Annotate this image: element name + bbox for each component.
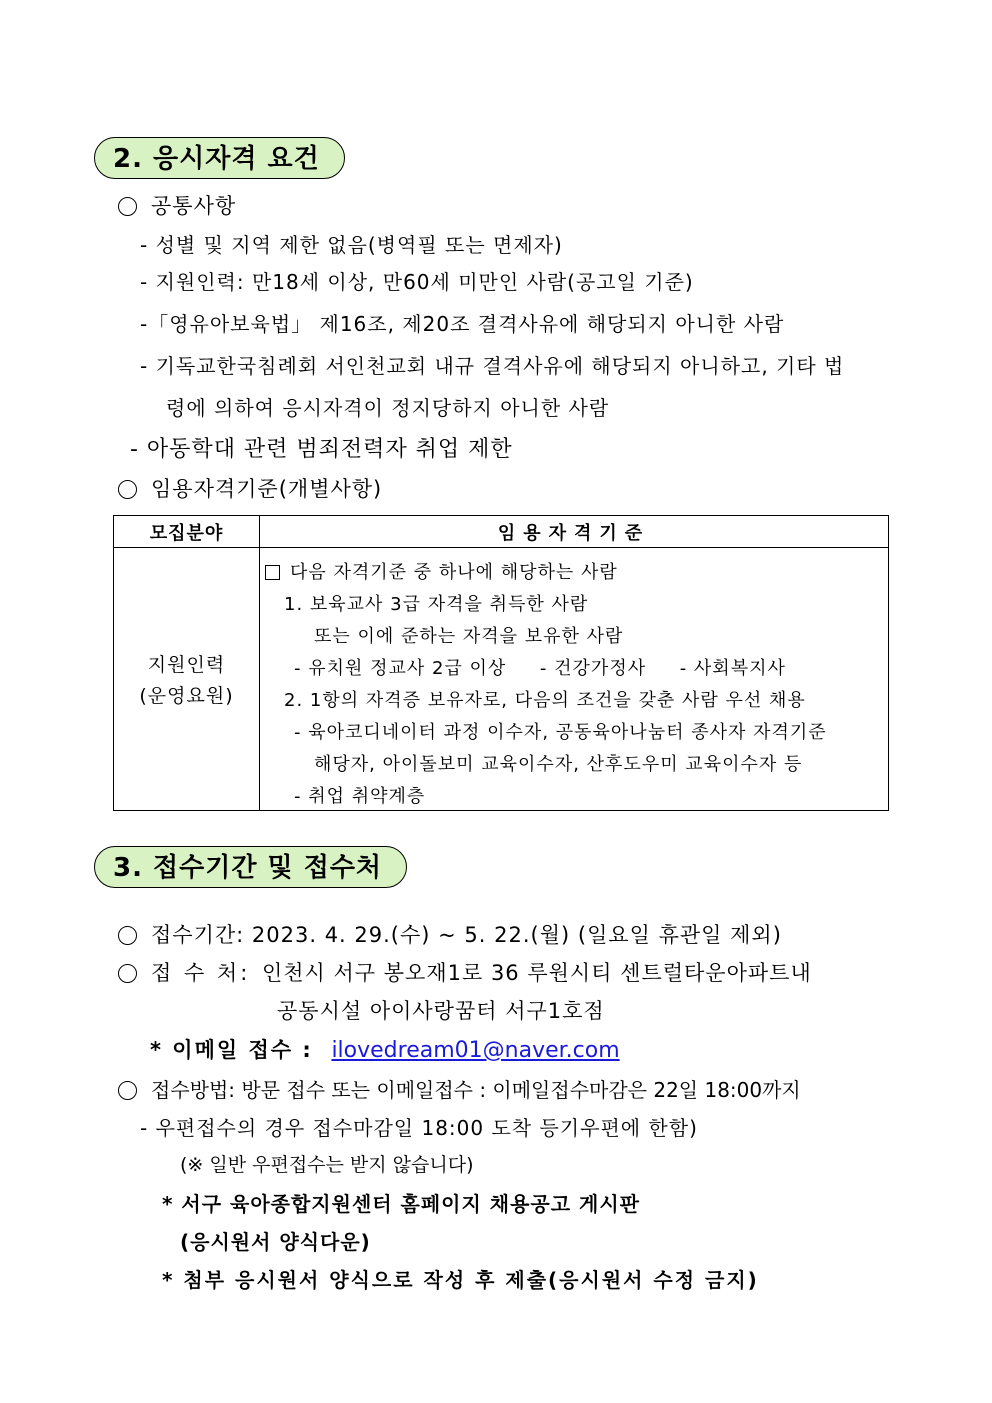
email-label: * 이메일 접수 : (150, 1038, 313, 1062)
circle-bullet-icon (118, 926, 137, 945)
place-address-1: 인천시 서구 봉오재1로 36 루원시티 센트럴타운아파트내 (261, 961, 812, 985)
method-text: 접수방법: 방문 접수 또는 이메일접수 : 이메일접수마감은 22일 18:00까지 (151, 1078, 801, 1102)
section-3-heading: 3. 접수기간 및 접수처 (94, 846, 407, 888)
circle-bullet-icon (118, 480, 137, 499)
place-line (118, 957, 812, 987)
criteria-line-7: 해당자, 아이돌보미 교육이수자, 산후도우미 교육이수자 등 (314, 754, 803, 775)
criteria-line-1 (265, 558, 618, 584)
criteria-line-2: 1. 보육교사 3급 자격을 취득한 사람 (284, 594, 589, 615)
circle-bullet-icon (118, 197, 137, 216)
criteria-line-6: - 육아코디네이터 과정 이수자, 공동육아나눔터 종사자 자격기준 (294, 722, 827, 743)
table-row (114, 548, 889, 811)
criteria-line-1-text: 다음 자격기준 중 하나에 해당하는 사람 (290, 562, 618, 583)
method-line (118, 1074, 801, 1103)
criteria-line-3: 또는 이에 준하는 자격을 보유한 사람 (314, 626, 624, 647)
table-header-row (114, 516, 889, 548)
criteria-title (118, 473, 382, 503)
circle-bullet-icon (118, 1081, 137, 1100)
common-item-4-cont: 령에 의하여 응시자격이 정지당하지 아니한 사람 (166, 396, 610, 420)
criteria-line-8: - 취업 취약계층 (294, 786, 426, 807)
field-name: 지원인력 (147, 654, 226, 676)
email-link[interactable]: ilovedream01@naver.com (331, 1038, 620, 1063)
circle-bullet-icon (118, 964, 137, 983)
note-attachment: * 첨부 응시원서 양식으로 작성 후 제출(응시원서 수정 금지) (162, 1268, 759, 1292)
header-field: 모집분야 (114, 516, 260, 548)
post-note: - 우편접수의 경우 접수마감일 18:00 도착 등기우편에 한함) (140, 1116, 698, 1140)
common-item-5: - 아동학대 관련 범죄전력자 취업 제한 (130, 437, 513, 462)
period-line (118, 919, 782, 949)
note-homepage: * 서구 육아종합지원센터 홈페이지 채용공고 게시판 (162, 1192, 640, 1216)
common-title-text: 공통사항 (151, 194, 237, 218)
place-label: 접 수 처: (151, 961, 251, 985)
common-item-2: - 지원인력: 만18세 이상, 만60세 미만인 사람(공고일 기준) (140, 270, 694, 294)
criteria-line-5: 2. 1항의 자격증 보유자로, 다음의 조건을 갖춘 사람 우선 채용 (284, 690, 806, 711)
header-criteria: 임용자격기준 (260, 516, 889, 548)
common-item-4: - 기독교한국침례회 서인천교회 내규 결격사유에 해당되지 아니하고, 기타 법 (140, 354, 845, 378)
checkbox-square-icon (265, 565, 280, 580)
note-homepage-sub: (응시원서 양식다운) (180, 1230, 371, 1254)
common-item-3: -「영유아보육법」 제16조, 제20조 결격사유에 해당되지 아니한 사람 (140, 312, 785, 336)
field-cell (114, 548, 260, 811)
place-address-2: 공동시설 아이사랑꿈터 서구1호점 (277, 999, 605, 1023)
criteria-cell (260, 548, 889, 811)
criteria-line-4: - 유치원 정교사 2급 이상 - 건강가정사 - 사회복지사 (294, 658, 786, 679)
criteria-title-text: 임용자격기준(개별사항) (151, 477, 383, 501)
common-item-1: - 성별 및 지역 제한 없음(병역필 또는 면제자) (140, 233, 563, 257)
field-sub: (운영요원) (139, 685, 234, 707)
common-title (118, 190, 236, 220)
post-note-2: (※ 일반 우편접수는 받지 않습니다) (180, 1154, 474, 1176)
email-line (150, 1034, 620, 1064)
section-2-heading: 2. 응시자격 요건 (94, 137, 345, 179)
criteria-table (113, 515, 889, 811)
period-text: 접수기간: 2023. 4. 29.(수) ~ 5. 22.(월) (일요일 휴관일 제외) (151, 923, 782, 947)
